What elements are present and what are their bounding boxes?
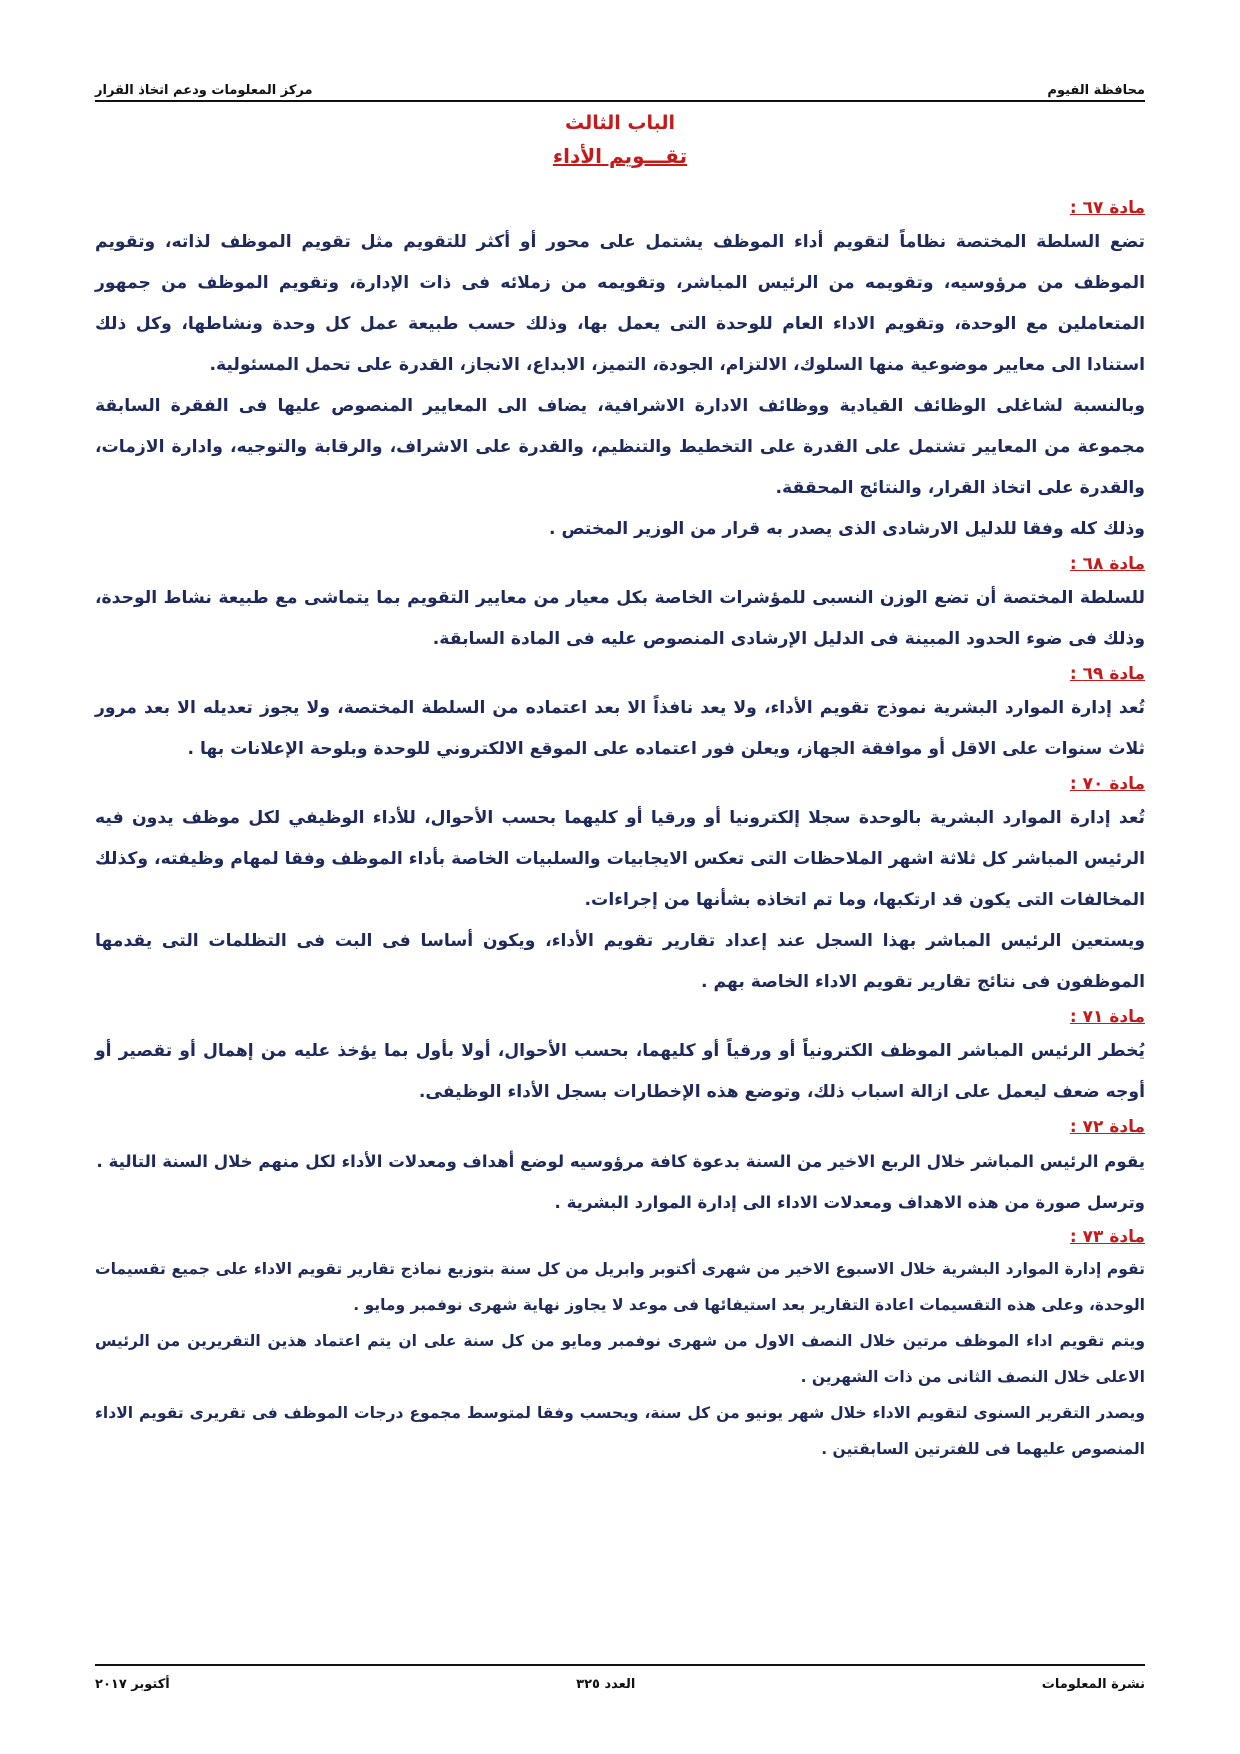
article-73 — [95, 1223, 1145, 1467]
article-paragraph: ويصدر التقرير السنوى لتقويم الاداء خلال شهر يونيو من كل سنة، ويحسب وفقا لمتوسط مجموع درجات الموظف فى تقريرى تقويم الاداء المنصوص عليهما فى للفترتين السابقتين . — [95, 1404, 1145, 1458]
header-governorate: محافظة الفيوم — [1047, 83, 1145, 98]
article-paragraph: تقوم إدارة الموارد البشرية خلال الاسبوع الاخير من شهرى أكتوبر وابريل من كل سنة بتوزيع نماذج تقارير تقويم الاداء على جميع تقسيمات الوحدة، وعلى هذه التقسيمات اعادة التقارير بعد استيفائها فى موعد لا يجاوز نهاية شهرى نوفمبر ومايو . — [95, 1260, 1145, 1314]
article-paragraph: ويستعين الرئيس المباشر بهذا السجل عند إعداد تقارير تقويم الأداء، ويكون أساسا فى البت فى التظلمات التى يقدمها الموظفون فى نتائج تقارير تقويم الاداء الخاصة بهم . — [95, 931, 1145, 992]
article-67 — [95, 194, 1145, 550]
article-70 — [95, 770, 1145, 1003]
article-heading: مادة ٧٠ : — [1069, 774, 1145, 794]
article-71 — [95, 1003, 1145, 1113]
article-heading: مادة ٦٨ : — [1069, 554, 1145, 574]
section-title: تقـــويم الأداء — [552, 144, 688, 168]
article-heading: مادة ٦٩ : — [1069, 664, 1145, 684]
footer-issue: العدد ٣٢٥ — [576, 1676, 636, 1692]
article-paragraph: يقوم الرئيس المباشر خلال الربع الاخير من السنة بدعوة كافة مرؤوسيه لوضع أهداف ومعدلات الأداء لكل منهم خلال السنة التالية . — [96, 1152, 1145, 1171]
article-paragraph: يُخطر الرئيس المباشر الموظف الكترونياً أو ورقياً أو كليهما، بحسب الأحوال، أولا بأول بما يؤخذ عليه من إهمال أو تقصير أو أوجه ضعف ليعمل على ازالة اسباب ذلك، وتوضع هذه الإخطارات بسجل الأداء الوظيفى. — [95, 1041, 1145, 1102]
document-body — [95, 194, 1145, 1467]
header-center-name: مركز المعلومات ودعم اتخاذ القرار — [95, 83, 313, 98]
article-paragraph: ويتم تقويم اداء الموظف مرتين خلال النصف الاول من شهرى نوفمبر ومايو من كل سنة على ان يتم اعتماد هذين التقريرين من الرئيس الاعلى خلال النصف الثانى من ذات الشهرين . — [95, 1332, 1145, 1386]
chapter-title: الباب الثالث — [564, 112, 676, 134]
article-paragraph: تُعد إدارة الموارد البشرية نموذج تقويم الأداء، ولا يعد نافذاً الا بعد اعتماده من السلطة المختصة، ولا يجوز تعديله الا بعد مرور ثلاث سنوات على الاقل أو موافقة الجهاز، ويعلن فور اعتماده على الموقع الالكتروني للوحدة وبلوحة الإعلانات بها . — [95, 698, 1145, 759]
article-68 — [95, 550, 1145, 660]
article-paragraph: للسلطة المختصة أن تضع الوزن النسبى للمؤشرات الخاصة بكل معيار من معايير التقويم بما يتماشى مع طبيعة نشاط الوحدة، وذلك فى ضوء الحدود المبينة فى الدليل الإرشادى المنصوص عليه فى المادة السابقة. — [95, 588, 1145, 649]
chapter-titles — [0, 112, 1240, 168]
article-69 — [95, 660, 1145, 770]
footer-publication: نشرة المعلومات — [1041, 1676, 1145, 1692]
article-heading: مادة ٧٢ : — [1069, 1117, 1145, 1137]
article-paragraph: وذلك كله وفقا للدليل الارشادى الذى يصدر به قرار من الوزير المختص . — [548, 519, 1145, 539]
article-paragraph: وبالنسبة لشاغلى الوظائف القيادية ووظائف الادارة الاشرافية، يضاف الى المعايير المنصوص عليها فى الفقرة السابقة مجموعة من المعايير تشتمل على القدرة على التخطيط والتنظيم، والقدرة على الاشراف، والرقابة والتوجيه، وادارة الازمات، والقدرة على اتخاذ القرار، والنتائج المحققة. — [95, 396, 1145, 498]
article-heading: مادة ٦٧ : — [1069, 198, 1145, 218]
article-paragraph: تضع السلطة المختصة نظاماً لتقويم أداء الموظف يشتمل على محور أو أكثر للتقويم مثل تقويم الموظف لذاته، وتقويم الموظف من مرؤوسيه، وتقويمه من الرئيس المباشر، وتقويمه من زملائه فى ذات الإدارة، وتقويم الموظف من جمهور المتعاملين مع الوحدة، وتقويم الاداء العام للوحدة التى يعمل بها، وذلك حسب طبيعة عمل كل وحدة ونشاطها، وكل ذلك استنادا الى معايير موضوعية منها السلوك، الالتزام، الجودة، التميز، الابداع، الانجاز، القدرة على تحمل المسئولية. — [95, 232, 1145, 375]
page-header — [95, 76, 1145, 102]
article-paragraph: تُعد إدارة الموارد البشرية بالوحدة سجلا إلكترونيا أو ورقيا أو كليهما بحسب الأحوال، للأداء الوظيفي لكل موظف يدون فيه الرئيس المباشر كل ثلاثة اشهر الملاحظات التى تعكس الايجابيات والسلبيات الخاصة بأداء الموظف وفقا لمهام وظيفته، وكذلك المخالفات التى يكون قد ارتكبها، وما تم اتخاذه بشأنها من إجراءات. — [95, 808, 1145, 910]
footer-date: أكتوبر ٢٠١٧ — [95, 1676, 170, 1692]
page-footer — [95, 1664, 1145, 1696]
article-paragraph: وترسل صورة من هذه الاهداف ومعدلات الاداء الى إدارة الموارد البشرية . — [554, 1193, 1145, 1212]
article-72 — [95, 1113, 1145, 1223]
article-heading: مادة ٧١ : — [1069, 1007, 1145, 1027]
article-heading: مادة ٧٣ : — [1069, 1227, 1145, 1247]
